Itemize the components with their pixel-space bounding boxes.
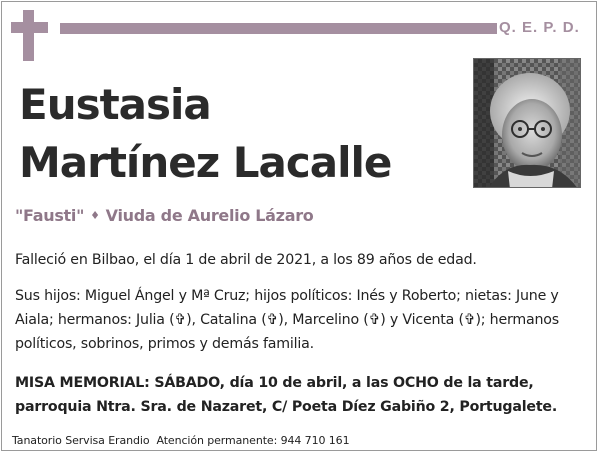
qepd-mark: Q. E. P. D.	[499, 19, 580, 36]
deceased-first-name: Eustasia	[19, 80, 211, 129]
portrait-photo	[473, 58, 581, 188]
header-bar	[60, 23, 497, 34]
phone-line: Atención permanente: 944 710 161	[156, 434, 350, 447]
relation: Viuda de Aurelio Lázaro	[105, 206, 314, 225]
cross-icon	[23, 10, 34, 61]
cross-icon-arm	[11, 22, 48, 33]
subtitle	[15, 206, 313, 225]
mass-details: MISA MEMORIAL: SÁBADO, día 10 de abril, a las OCHO de la tarde, parroquia Ntra. Sra. de Nazaret, C/ Poeta Díez Gabiño 2, Portugalete.	[15, 375, 558, 415]
footer	[12, 434, 349, 447]
nickname: "Fausti"	[15, 206, 85, 225]
family-list: Sus hijos: Miguel Ángel y Mª Cruz; hijos políticos: Inés y Roberto; nietas: June y Aiala; hermanos: Julia (✞), Catalina (✞), Marcelino (✞) y Vicenta (✞); hermanos políticos, sobrinos, primos y demás familia.	[15, 288, 559, 352]
funeral-home: Tanatorio Servisa Erandio	[12, 434, 150, 447]
death-announcement: Falleció en Bilbao, el día 1 de abril de 2021, a los 89 años de edad.	[15, 252, 477, 268]
portrait-image	[474, 59, 581, 188]
deceased-last-name: Martínez Lacalle	[19, 138, 392, 187]
diamond-separator-icon: ♦	[90, 209, 100, 222]
